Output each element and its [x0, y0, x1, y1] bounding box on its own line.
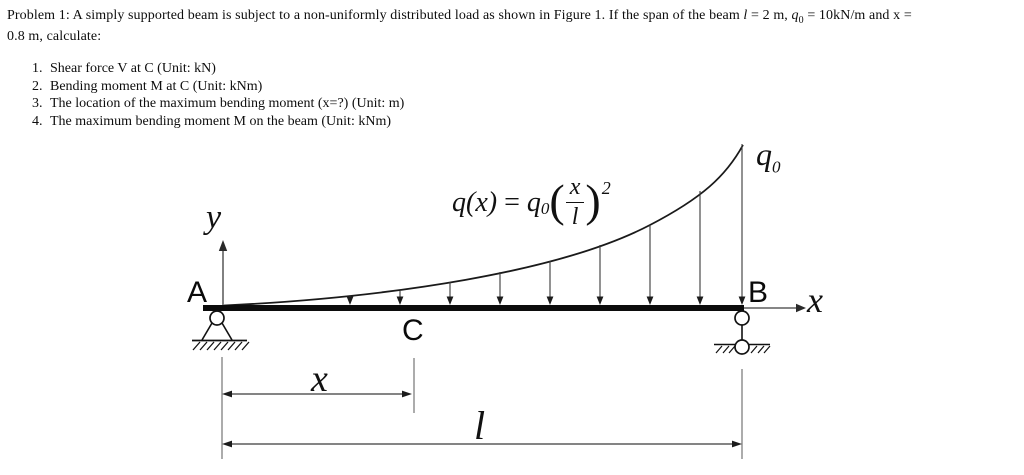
load-equation — [452, 174, 611, 231]
statement-part4: 0.8 m, calculate: — [7, 29, 102, 44]
var-q: q — [791, 8, 799, 23]
q0-var: q — [756, 136, 772, 172]
support-a-label: A — [187, 276, 208, 309]
support-b-label: B — [748, 276, 769, 309]
roller-support-b — [714, 311, 770, 354]
requirement-item-1: 1. Shear force V at C (Unit: kN) — [46, 60, 404, 78]
statement-part2: = 2 m, — [747, 8, 792, 23]
point-c-label: C — [402, 314, 424, 347]
dimension-l-label: l — [474, 403, 486, 448]
y-axis-arrowhead — [219, 240, 227, 251]
fraction-denominator: l — [571, 204, 579, 230]
var-l: l — [743, 8, 748, 23]
statement-part1: Problem 1: A simply supported beam is subject to a non-uniformly distributed load as shown in Figure 1. If the span of the beam — [7, 8, 744, 23]
fraction-numerator: x — [566, 174, 585, 203]
beam — [203, 305, 744, 311]
y-axis-label: y — [206, 199, 222, 236]
requirement-item-4: 4. The maximum bending moment M on the beam (Unit: kNm) — [46, 113, 404, 131]
equation-equals: = — [504, 186, 520, 218]
q0-load-label — [756, 138, 781, 175]
dimension-x-label: x — [311, 358, 328, 400]
x-axis-arrowhead — [796, 304, 806, 312]
requirement-item-3: 3. The location of the maximum bending moment (x=?) (Unit: m) — [46, 95, 404, 113]
requirement-item-2: 2. Bending moment M at C (Unit: kNm) — [46, 78, 404, 96]
equation-exponent: 2 — [601, 178, 611, 198]
var-q-subscript: 0 — [798, 14, 804, 26]
equation-open-paren: ( — [549, 175, 565, 226]
equation-coef-subscript: 0 — [540, 198, 550, 218]
statement-part3: = 10kN/m and x = — [803, 8, 912, 23]
x-axis-label: x — [807, 280, 823, 320]
equation-close-paren: ) — [585, 175, 601, 226]
pin-support-a — [192, 311, 249, 350]
q0-subscript: 0 — [772, 157, 781, 177]
equation-lhs: q(x) — [452, 186, 498, 218]
equation-coef: q — [526, 186, 541, 218]
equation-fraction — [566, 174, 585, 231]
